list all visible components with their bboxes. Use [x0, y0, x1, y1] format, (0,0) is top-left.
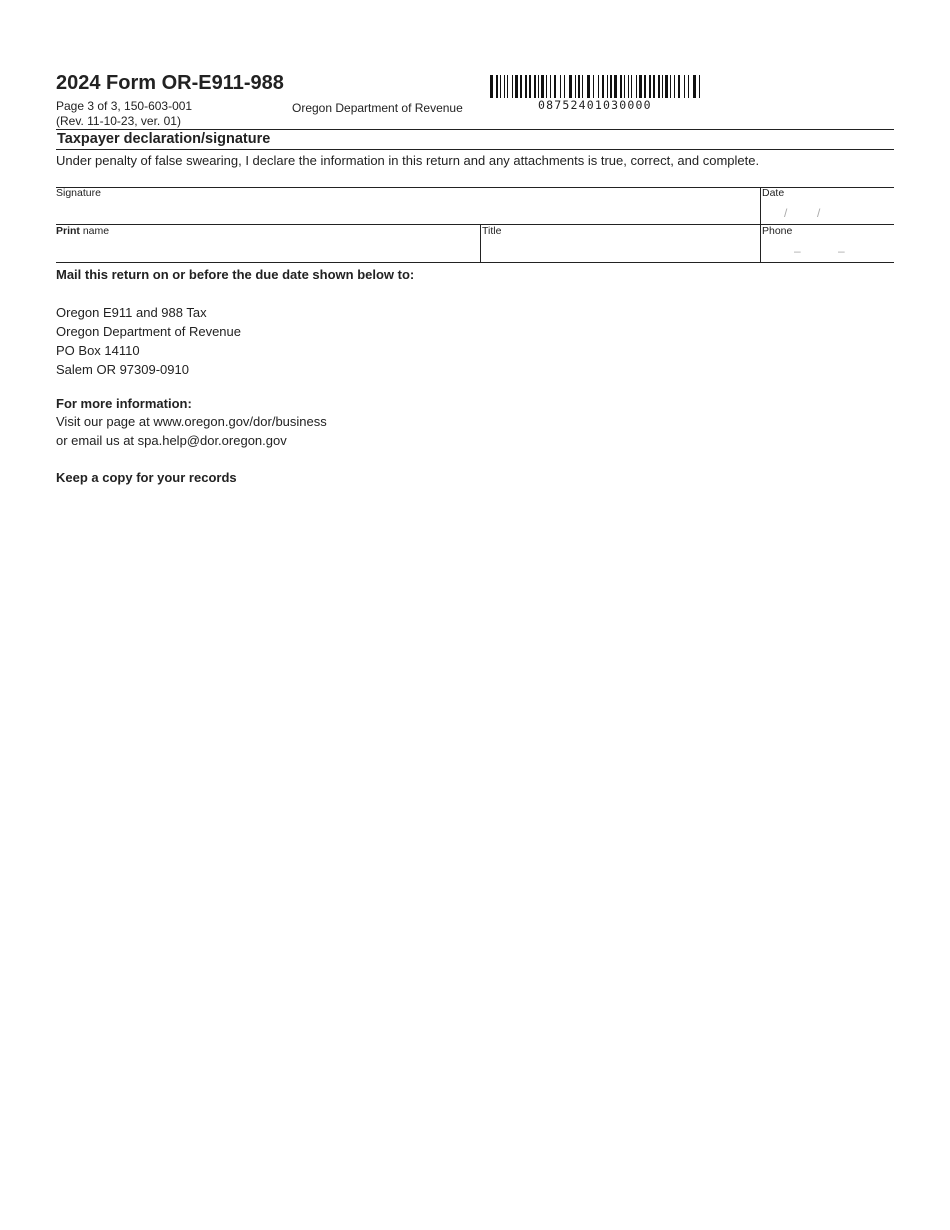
barcode-bar	[593, 75, 594, 98]
phone-separator: –	[794, 244, 801, 258]
barcode-bar	[662, 75, 663, 98]
print-label-rest: name	[79, 225, 110, 237]
barcode-bar	[554, 75, 556, 98]
barcode-bar	[587, 75, 590, 98]
barcode-bar	[639, 75, 642, 98]
phone-separator: –	[838, 244, 845, 258]
keep-copy-note: Keep a copy for your records	[56, 470, 237, 485]
mailing-address	[56, 303, 241, 379]
phone-label: Phone	[762, 225, 793, 237]
address-line: PO Box 14110	[56, 343, 140, 358]
title-label: Title	[482, 225, 502, 237]
date-separator: /	[817, 206, 821, 220]
barcode-bar	[658, 75, 660, 98]
print-label-bold: Print	[56, 225, 80, 237]
date-field[interactable]	[764, 203, 890, 221]
barcode-bar	[578, 75, 580, 98]
title-field[interactable]	[484, 241, 756, 259]
barcode-bar	[525, 75, 527, 98]
barcode-bar	[653, 75, 655, 98]
barcode-bar	[688, 75, 689, 98]
barcode-bar	[496, 75, 498, 98]
barcode-bar	[515, 75, 518, 98]
more-info-heading: For more information:	[56, 396, 192, 411]
signature-field[interactable]	[58, 203, 754, 221]
barcode	[490, 75, 704, 98]
barcode-bar	[541, 75, 544, 98]
barcode-bar	[500, 75, 501, 98]
barcode-bar	[564, 75, 565, 98]
heading-underline	[56, 149, 894, 150]
barcode-bar	[582, 75, 583, 98]
barcode-bar	[665, 75, 668, 98]
address-line: Oregon E911 and 988 Tax	[56, 305, 207, 320]
barcode-bar	[490, 75, 493, 98]
barcode-bar	[644, 75, 646, 98]
barcode-bar	[684, 75, 685, 98]
barcode-bar	[550, 75, 551, 98]
phone-field[interactable]	[764, 241, 890, 259]
barcode-bar	[674, 75, 675, 98]
barcode-bar	[538, 75, 539, 98]
barcode-number: 08752401030000	[538, 98, 652, 112]
barcode-bar	[546, 75, 547, 98]
date-label: Date	[762, 187, 785, 199]
barcode-bar	[624, 75, 625, 98]
barcode-bar	[569, 75, 572, 98]
print-name-field[interactable]	[58, 241, 476, 259]
page-number-text: Page 3 of 3, 150-603-001	[56, 99, 193, 113]
date-separator: /	[784, 206, 788, 220]
barcode-bar	[610, 75, 612, 98]
title-column-divider	[480, 224, 481, 262]
declaration-heading: Taxpayer declaration/signature	[57, 131, 271, 147]
mailing-heading: Mail this return on or before the due date shown below to:	[56, 267, 415, 282]
revision-text: (Rev. 11-10-23, ver. 01)	[56, 114, 181, 128]
barcode-bar	[529, 75, 531, 98]
name-row-bottom-rule	[56, 262, 894, 263]
barcode-bar	[670, 75, 671, 98]
more-info-text	[56, 413, 327, 450]
barcode-bar	[534, 75, 536, 98]
barcode-bar	[649, 75, 651, 98]
info-line-website: Visit our page at www.oregon.gov/dor/business	[56, 414, 327, 429]
barcode-bar	[620, 75, 622, 98]
barcode-bar	[607, 75, 608, 98]
date-column-divider	[760, 187, 761, 262]
barcode-bar	[512, 75, 513, 98]
barcode-bar	[602, 75, 604, 98]
barcode-bar	[575, 75, 576, 98]
print-name-label	[56, 225, 109, 237]
section-top-rule	[56, 129, 894, 130]
barcode-bar	[504, 75, 505, 98]
page-info	[56, 99, 192, 129]
barcode-bar	[699, 75, 700, 98]
barcode-bar	[507, 75, 508, 98]
declaration-text: Under penalty of false swearing, I declare the information in this return and any attachments is true, correct, and complete.	[56, 153, 760, 168]
form-title: 2024 Form OR-E911-988	[56, 72, 284, 94]
address-line: Salem OR 97309-0910	[56, 362, 189, 377]
signature-label: Signature	[56, 187, 101, 199]
info-line-email: or email us at spa.help@dor.oregon.gov	[56, 432, 287, 448]
barcode-bar	[614, 75, 617, 98]
barcode-bar	[631, 75, 632, 98]
barcode-bar	[560, 75, 561, 98]
address-line: Oregon Department of Revenue	[56, 324, 241, 339]
barcode-bar	[693, 75, 696, 98]
department-name: Oregon Department of Revenue	[292, 101, 463, 115]
barcode-bar	[520, 75, 522, 98]
barcode-bar	[628, 75, 629, 98]
barcode-bar	[598, 75, 599, 98]
barcode-bar	[678, 75, 680, 98]
barcode-bar	[636, 75, 637, 98]
